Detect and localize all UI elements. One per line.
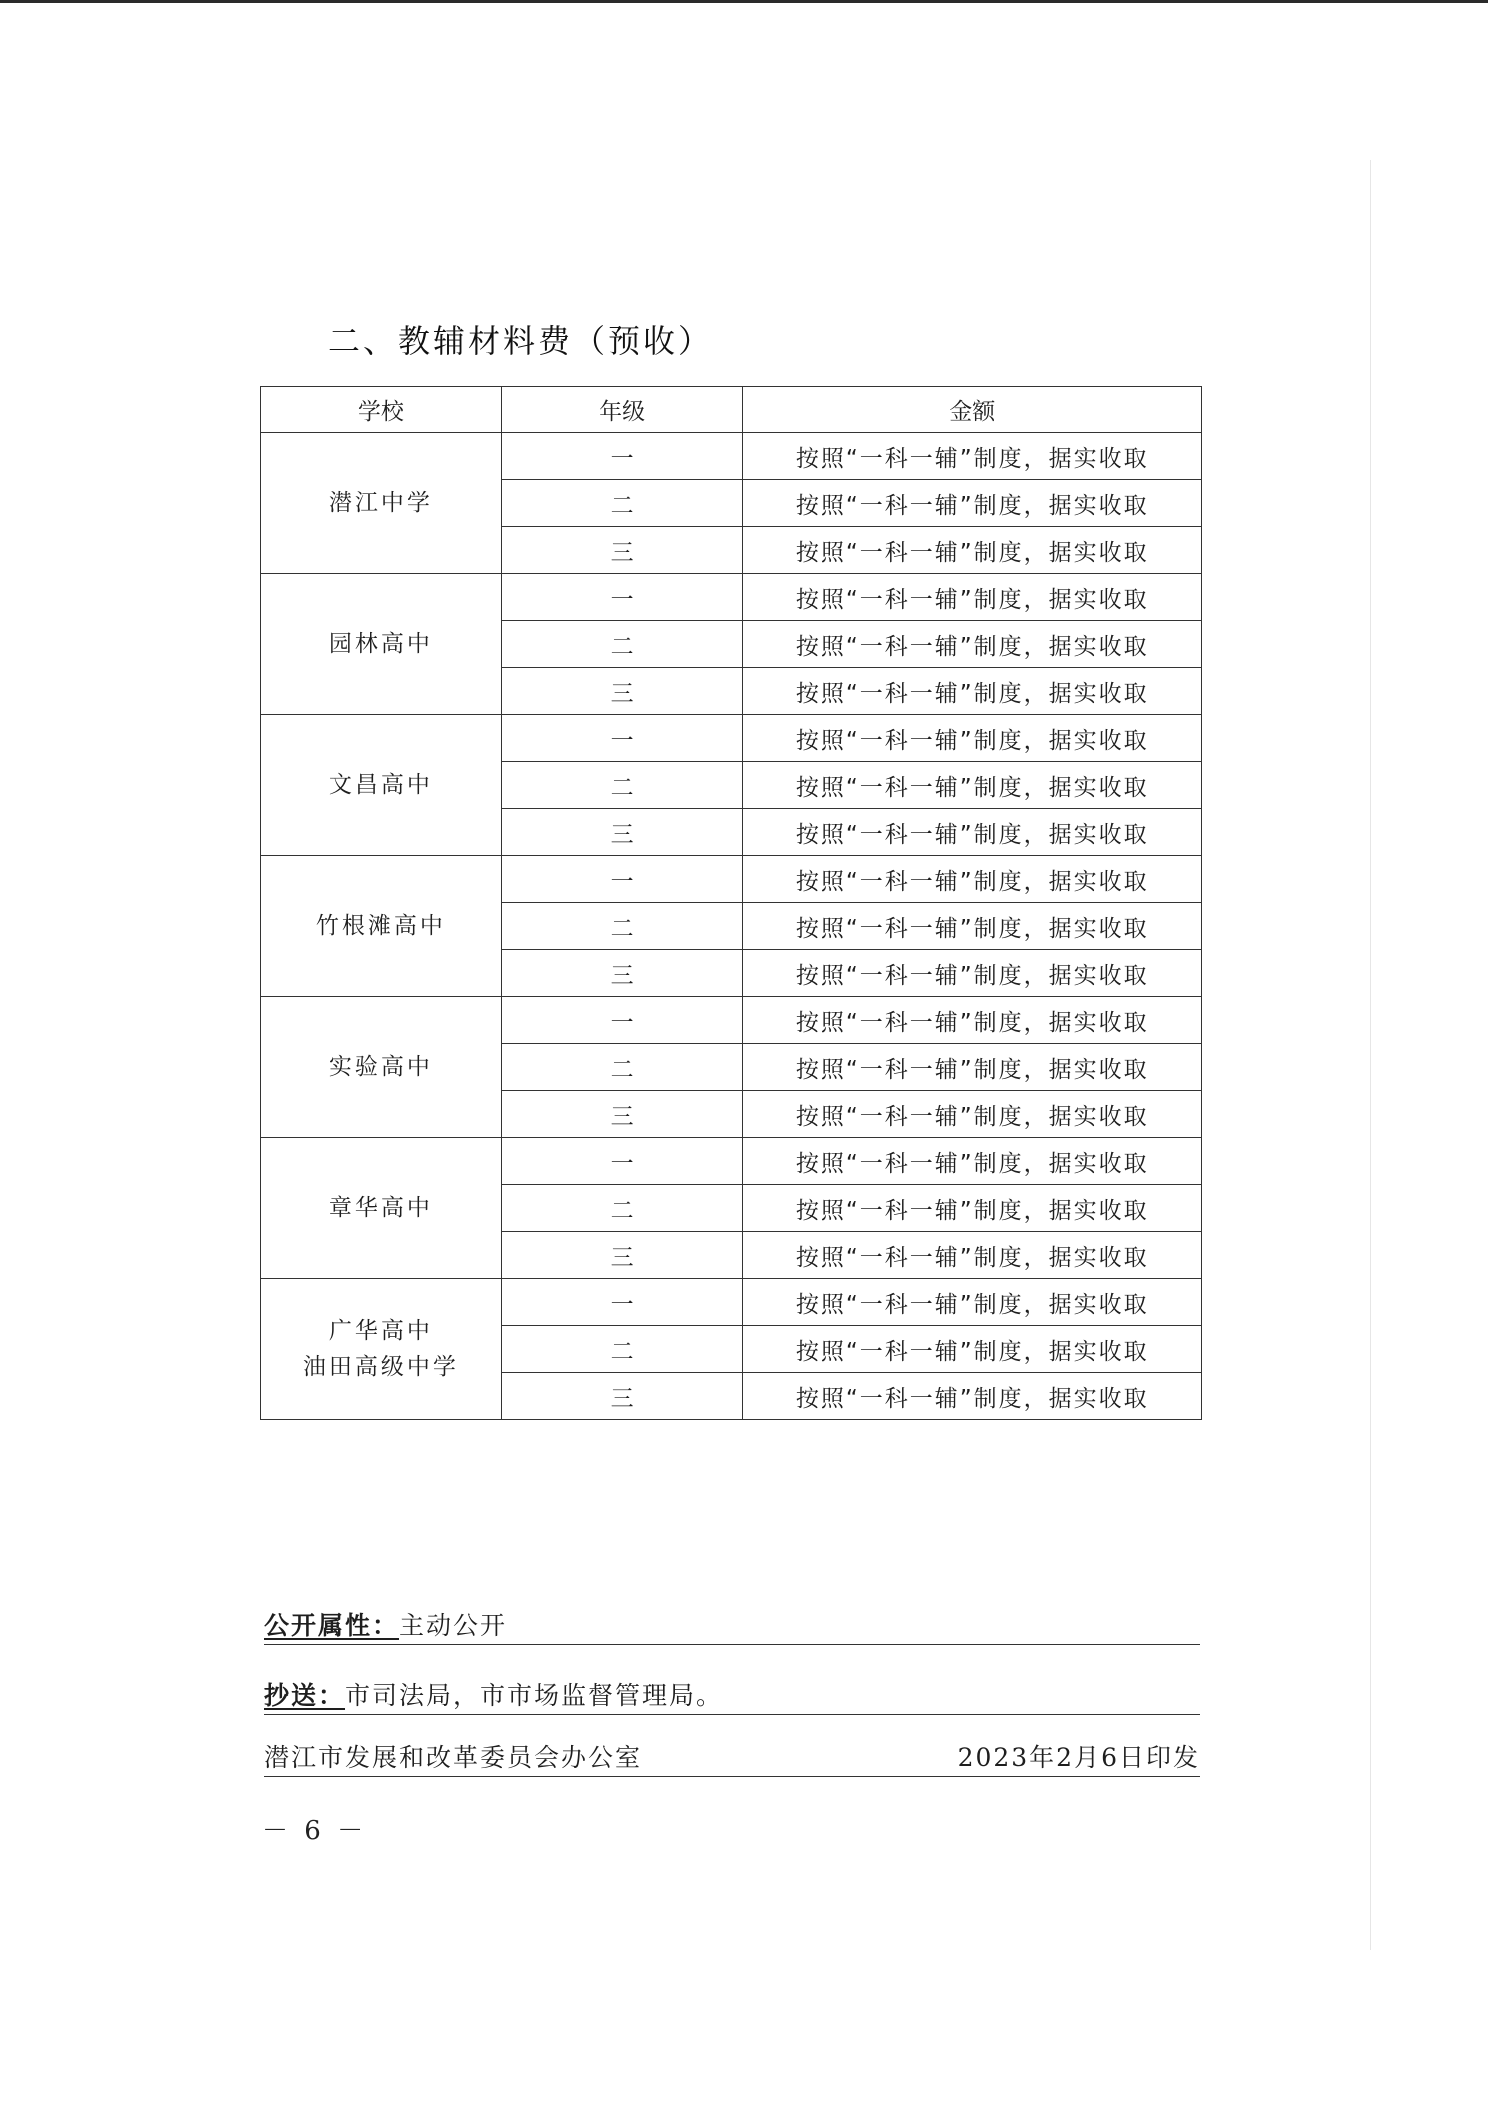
amount-cell: 按照“一科一辅”制度，据实收取 [743, 1138, 1202, 1185]
school-cell: 竹根滩高中 [261, 856, 502, 997]
table-row [261, 856, 1202, 903]
amount-cell: 按照“一科一辅”制度，据实收取 [743, 1279, 1202, 1326]
grade-cell: 三 [501, 668, 743, 715]
table-row [261, 1279, 1202, 1326]
amount-cell: 按照“一科一辅”制度，据实收取 [743, 809, 1202, 856]
header-grade: 年级 [501, 387, 743, 433]
table-row [261, 433, 1202, 480]
scan-edge-line [1370, 160, 1371, 1950]
grade-cell: 二 [501, 1044, 743, 1091]
grade-cell: 二 [501, 621, 743, 668]
grade-cell: 一 [501, 856, 743, 903]
grade-cell: 二 [501, 903, 743, 950]
disclosure-label: 公开属性： [264, 1611, 400, 1640]
amount-cell: 按照“一科一辅”制度，据实收取 [743, 950, 1202, 997]
header-amount: 金额 [743, 387, 1202, 433]
fee-table [260, 386, 1202, 1420]
table-row [261, 574, 1202, 621]
amount-cell: 按照“一科一辅”制度，据实收取 [743, 621, 1202, 668]
table-body [261, 433, 1202, 1420]
cc-line [264, 1676, 1200, 1715]
amount-cell: 按照“一科一辅”制度，据实收取 [743, 480, 1202, 527]
disclosure-value: 主动公开 [399, 1611, 508, 1640]
grade-cell: 三 [501, 1232, 743, 1279]
amount-cell: 按照“一科一辅”制度，据实收取 [743, 762, 1202, 809]
grade-cell: 一 [501, 574, 743, 621]
disclosure-line [264, 1606, 1200, 1645]
school-cell: 章华高中 [261, 1138, 502, 1279]
amount-cell: 按照“一科一辅”制度，据实收取 [743, 715, 1202, 762]
grade-cell: 二 [501, 762, 743, 809]
school-cell: 广华高中 油田高级中学 [261, 1279, 502, 1420]
grade-cell: 一 [501, 433, 743, 480]
amount-cell: 按照“一科一辅”制度，据实收取 [743, 856, 1202, 903]
amount-cell: 按照“一科一辅”制度，据实收取 [743, 1326, 1202, 1373]
grade-cell: 一 [501, 715, 743, 762]
amount-cell: 按照“一科一辅”制度，据实收取 [743, 668, 1202, 715]
grade-cell: 三 [501, 1091, 743, 1138]
grade-cell: 三 [501, 809, 743, 856]
table-row [261, 997, 1202, 1044]
section-title: 二、教辅材料费（预收） [328, 322, 714, 360]
top-border-line [0, 0, 1488, 3]
cc-value: 市司法局，市市场监督管理局。 [345, 1681, 724, 1710]
table-row [261, 1138, 1202, 1185]
school-cell: 园林高中 [261, 574, 502, 715]
issuer-line [264, 1738, 1200, 1777]
header-school: 学校 [261, 387, 502, 433]
issuer-name: 潜江市发展和改革委员会办公室 [264, 1743, 643, 1772]
table-header-row [261, 387, 1202, 433]
grade-cell: 一 [501, 997, 743, 1044]
amount-cell: 按照“一科一辅”制度，据实收取 [743, 574, 1202, 621]
cc-label: 抄送： [264, 1681, 346, 1710]
amount-cell: 按照“一科一辅”制度，据实收取 [743, 1091, 1202, 1138]
grade-cell: 一 [501, 1279, 743, 1326]
amount-cell: 按照“一科一辅”制度，据实收取 [743, 997, 1202, 1044]
school-cell: 文昌高中 [261, 715, 502, 856]
grade-cell: 二 [501, 1185, 743, 1232]
amount-cell: 按照“一科一辅”制度，据实收取 [743, 1373, 1202, 1420]
amount-cell: 按照“一科一辅”制度，据实收取 [743, 1185, 1202, 1232]
school-cell: 实验高中 [261, 997, 502, 1138]
amount-cell: 按照“一科一辅”制度，据实收取 [743, 433, 1202, 480]
grade-cell: 一 [501, 1138, 743, 1185]
amount-cell: 按照“一科一辅”制度，据实收取 [743, 903, 1202, 950]
amount-cell: 按照“一科一辅”制度，据实收取 [743, 1044, 1202, 1091]
school-cell: 潜江中学 [261, 433, 502, 574]
page-number: － 6 － [262, 1816, 368, 1846]
grade-cell: 三 [501, 527, 743, 574]
grade-cell: 二 [501, 480, 743, 527]
amount-cell: 按照“一科一辅”制度，据实收取 [743, 1232, 1202, 1279]
grade-cell: 二 [501, 1326, 743, 1373]
grade-cell: 三 [501, 950, 743, 997]
table-row [261, 715, 1202, 762]
issue-date: 2023年2月6日印发 [957, 1743, 1200, 1772]
grade-cell: 三 [501, 1373, 743, 1420]
amount-cell: 按照“一科一辅”制度，据实收取 [743, 527, 1202, 574]
